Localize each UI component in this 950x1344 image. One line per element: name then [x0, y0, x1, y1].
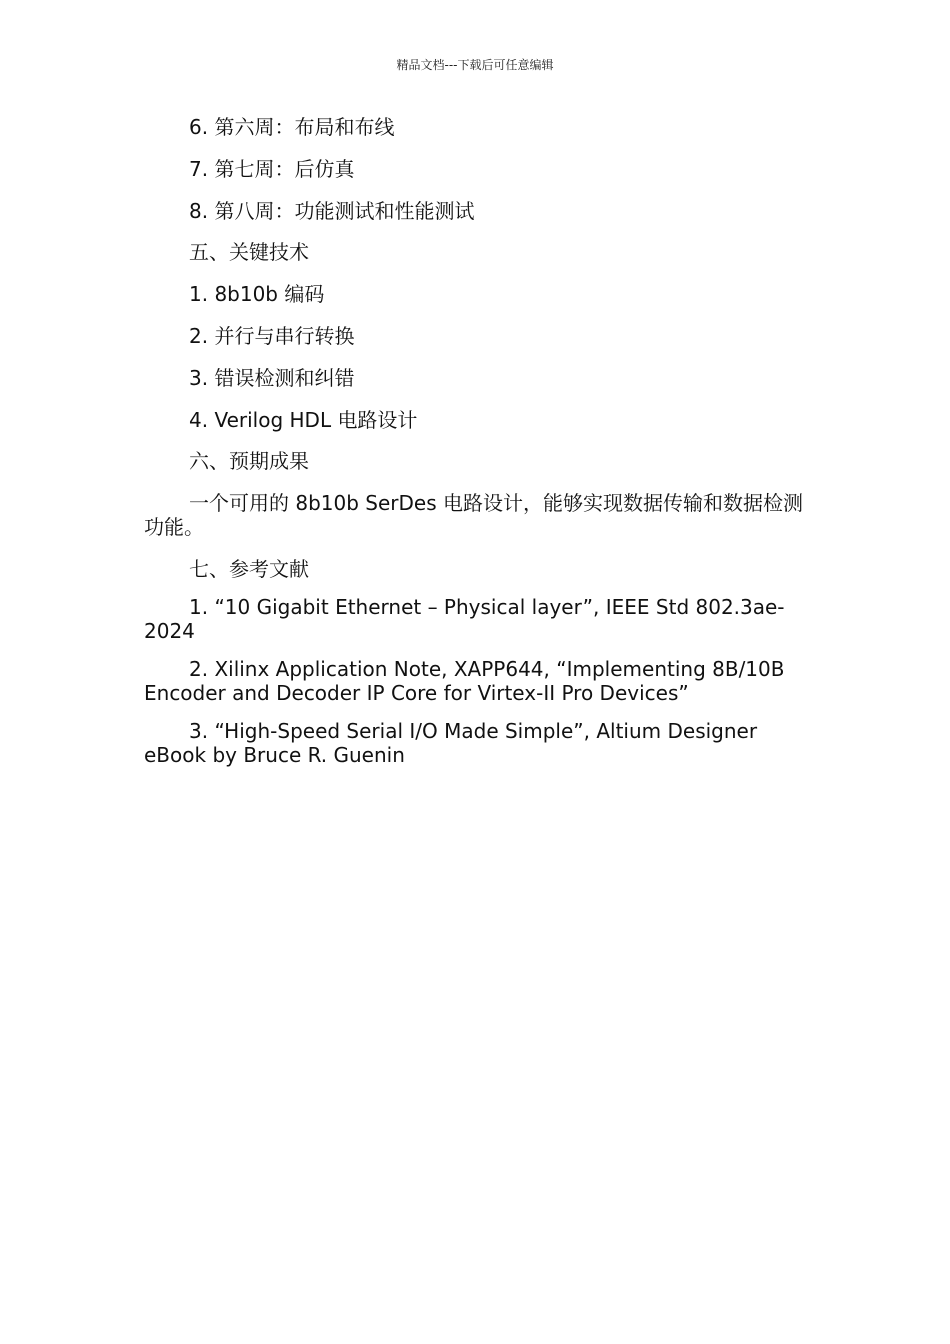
document-body — [144, 115, 809, 781]
page-header: 精品文档---下载后可任意编辑 — [396, 58, 554, 72]
section-heading-key-technologies: 五、关键技术 — [189, 240, 309, 265]
reference-item-2: 2. Xilinx Application Note, XAPP644, “Implementing 8B/10B Encoder and Decoder IP Core for Virtex-II Pro Devices” — [144, 656, 785, 705]
reference-item-1: 1. “10 Gigabit Ethernet – Physical layer”, IEEE Std 802.3ae-2024 — [144, 594, 785, 643]
schedule-week-8: 8. 第八周：功能测试和性能测试 — [189, 198, 475, 223]
key-tech-item-2: 2. 并行与串行转换 — [189, 323, 355, 348]
section-heading-expected-results: 六、预期成果 — [189, 449, 309, 474]
schedule-week-7: 7. 第七周：后仿真 — [189, 156, 355, 181]
key-tech-item-4: 4. Verilog HDL 电路设计 — [189, 407, 418, 432]
key-tech-item-1: 1. 8b10b 编码 — [189, 282, 325, 307]
section-heading-references: 七、参考文献 — [189, 556, 309, 581]
schedule-week-6: 6. 第六周：布局和布线 — [189, 115, 395, 139]
key-tech-item-3: 3. 错误检测和纠错 — [189, 365, 355, 390]
expected-results-text: 一个可用的 8b10b SerDes 电路设计，能够实现数据传输和数据检测功能。 — [144, 491, 803, 540]
reference-item-3: 3. “High-Speed Serial I/O Made Simple”, Altium Designer eBook by Bruce R. Guenin — [144, 718, 758, 767]
